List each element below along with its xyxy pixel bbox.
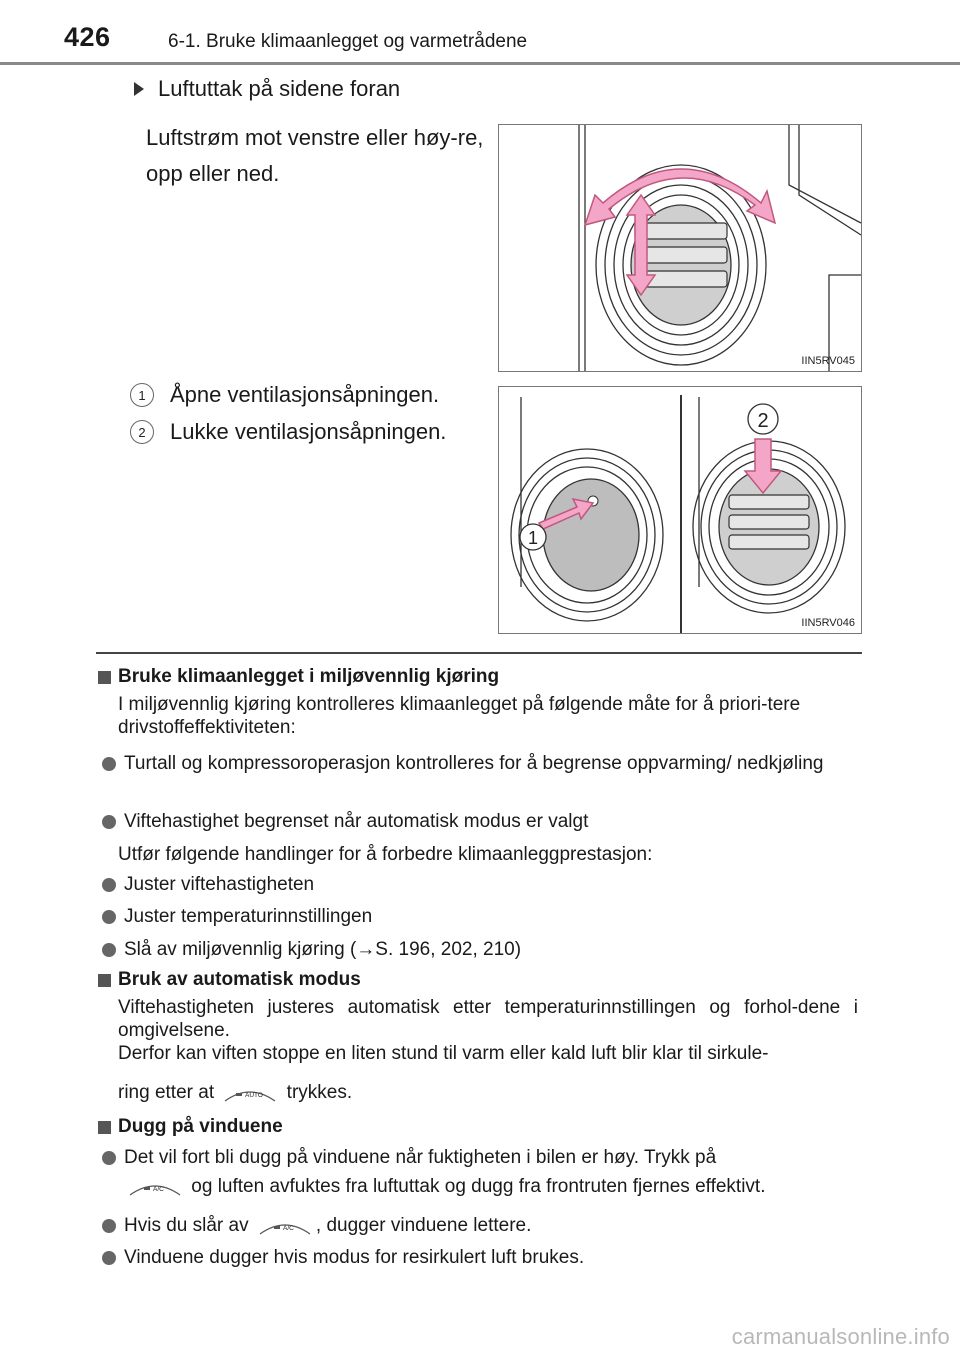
vent-airflow-illustration xyxy=(499,125,861,371)
eco-heading xyxy=(98,666,499,688)
list-item-text: Vinduene dugger hvis modus for resirkulert luft brukes. xyxy=(124,1247,585,1268)
watermark: carmanualsonline.info xyxy=(731,1324,950,1349)
list-item xyxy=(102,938,858,961)
fog-heading xyxy=(98,1116,283,1138)
square-bullet-icon xyxy=(98,671,111,684)
dot-bullet-icon xyxy=(102,943,116,957)
auto-paragraph-1: Viftehastigheten justeres automatisk etter temperaturinnstillingen og forhol-dene i omgivelsene. xyxy=(118,997,858,1041)
list-item xyxy=(102,1246,858,1269)
vent-open-close-illustration xyxy=(499,387,861,633)
ac-button-icon xyxy=(128,1175,182,1199)
list-item-text: Slå av miljøvennlig kjøring (→S. 196, 202, 210) xyxy=(124,939,522,960)
list-item xyxy=(102,752,858,775)
dot-bullet-icon xyxy=(102,815,116,829)
svg-text:A/C: A/C xyxy=(282,1224,294,1232)
dot-bullet-icon xyxy=(102,757,116,771)
list-item-text: Viftehastighet begrenset når automatisk modus er valgt xyxy=(124,811,589,832)
page-number: 426 xyxy=(64,22,111,52)
list-item-text xyxy=(124,1211,858,1241)
step-text: Lukke ventilasjonsåpningen. xyxy=(170,419,447,444)
auto-button-icon xyxy=(223,1081,277,1105)
eco-heading-text: Bruke klimaanlegget i miljøvennlig kjøring xyxy=(118,666,500,687)
list-item-text: Turtall og kompressoroperasjon kontrolleres for å begrense oppvarming/ nedkjøling xyxy=(124,753,824,774)
step-text: Åpne ventilasjonsåpningen. xyxy=(170,382,440,407)
section-description: Luftstrøm mot venstre eller høy-re, opp eller ned. xyxy=(146,125,484,186)
square-bullet-icon xyxy=(98,974,111,987)
auto-heading-text: Bruk av automatisk modus xyxy=(118,969,361,990)
list-item xyxy=(102,905,858,928)
dot-bullet-icon xyxy=(102,878,116,892)
auto-paragraph-2: Derfor kan viften stoppe en liten stund til varm eller kald luft blir klar til sirkule- xyxy=(118,1043,769,1064)
fog-b1-line2: og luften avfuktes fra luftuttak og dugg fra frontruten fjernes effektivt. xyxy=(191,1176,766,1197)
section-title xyxy=(130,76,400,102)
eco-intro: I miljøvennlig kjøring kontrolleres klimaanlegget på følgende måte for å priori-tere drivstoffeffektiviteten: xyxy=(118,694,801,738)
svg-text:A/C: A/C xyxy=(153,1185,164,1193)
dot-bullet-icon xyxy=(102,1151,116,1165)
section-divider xyxy=(96,652,862,654)
square-bullet-icon xyxy=(98,1121,111,1134)
figure-vent-open-close xyxy=(498,386,862,634)
fog-heading-text: Dugg på vinduene xyxy=(118,1116,283,1137)
step-number: 1 xyxy=(130,383,154,407)
fog-bullet-1-continued xyxy=(124,1172,860,1202)
step-close xyxy=(130,419,446,445)
auto-text-pre: ring etter at xyxy=(118,1082,215,1103)
auto-paragraph-2-end xyxy=(118,1078,858,1108)
step-open xyxy=(130,382,439,408)
figure-side-vent-airflow xyxy=(498,124,862,372)
dot-bullet-icon xyxy=(102,1251,116,1265)
header-rule xyxy=(0,62,960,65)
triangle-bullet-icon xyxy=(134,82,144,96)
callout-2-label: 2 xyxy=(757,410,769,432)
dot-bullet-icon xyxy=(102,910,116,924)
chapter-title: 6-1. Bruke klimaanlegget og varmetrådene xyxy=(168,31,528,52)
list-item-text: Juster temperaturinnstillingen xyxy=(124,906,373,927)
step-number: 2 xyxy=(130,420,154,444)
svg-text:AUTO: AUTO xyxy=(245,1091,264,1099)
list-item xyxy=(102,873,858,896)
fog-b2-post: , dugger vinduene lettere. xyxy=(315,1215,532,1236)
list-item xyxy=(102,810,858,833)
eco-actions-intro: Utfør følgende handlinger for å forbedre klimaanleggprestasjon: xyxy=(118,844,653,865)
list-item-text: Juster viftehastigheten xyxy=(124,874,315,895)
figure-code: IIN5RV045 xyxy=(801,355,855,367)
ac-button-icon xyxy=(258,1214,312,1238)
callout-1-label: 1 xyxy=(527,528,539,548)
figure-code: IIN5RV046 xyxy=(801,617,855,629)
list-item-text: Det vil fort bli dugg på vinduene når fuktigheten i bilen er høy. Trykk på xyxy=(124,1147,717,1168)
list-item xyxy=(102,1146,858,1169)
list-item xyxy=(102,1211,858,1241)
dot-bullet-icon xyxy=(102,1219,116,1233)
auto-heading xyxy=(98,969,361,991)
fog-b2-pre: Hvis du slår av xyxy=(124,1215,249,1236)
section-title-text: Luftuttak på sidene foran xyxy=(158,76,401,101)
auto-text-post: trykkes. xyxy=(286,1082,353,1103)
